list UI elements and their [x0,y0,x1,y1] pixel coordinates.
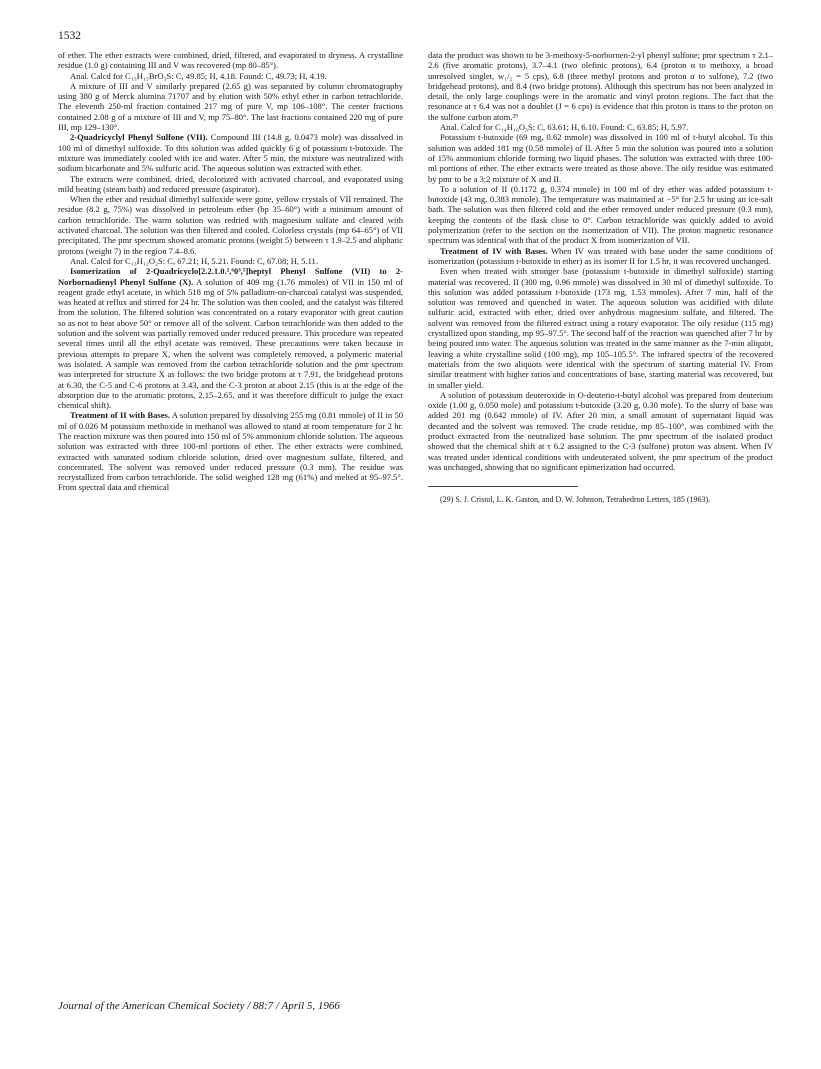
paragraph: When the ether and residual dimethyl sulfoxide were gone, yellow crystals of VII remained. The residue (8.2 g, 75%) was dissolved in petroleum ether (bp 35–60°) with a minimum amount of carbon tetrachloride. The warm solution was redried with magnesium sulfate and cleared with activated charcoal. The solution was then filtered and cooled. Colorless crystals (mp 64–65°) of VII precipitated. The pmr spectrum showed aromatic protons (weight 5) between τ 1.9–2.5 and aliphatic protons (weight 7) in the region 7.4–8.6. [58,194,403,256]
paragraph: Anal. Calcd for C₁₄H₁₆O₃S: C, 63.61; H, 6.10. Found: C, 63.85; H, 5.97. [440,122,689,133]
paragraph: Anal. Calcd for C₁₅H₁₅BrO₃S: C, 49.85; H, 4.18. Found: C, 49.73; H, 4.19. [70,70,327,81]
right-column [428,50,773,505]
paragraph: Treatment of II with Bases. A solution prepared by dissolving 255 mg (0.81 mmole) of II in 50 ml of 0.026 M potassium methoxide in methanol was allowed to stand at room temperature for 2 hr. The reaction mixture was then poured into 150 ml of 5% ammonium chloride solution. The aqueous solution was extracted with three 100-ml portions of ether. The ether extracts were combined, extracted with saturated sodium chloride solution, dried over magnesium sulfate, filtered, and concentrated. The solvent was removed under reduced pressure (0.3 mm). The residue was recrystallized from carbon tetrachloride. The solid weighed 128 mg (61%) and melted at 95–97.5°. From spectral data and chemical [58,410,403,493]
page-number: 1532 [58,30,81,42]
paragraph: data the product was shown to be 3-methoxy-5-norbornen-2-yl phenyl sulfone; pmr spectrum τ 2.1–2.6 (five aromatic protons), 3.7–4.1 (two olefinic protons), 6.4 (proton α to methoxy, a broad unresolved singlet, w₁/₂ = 5 cps), 6.8 (three methyl protons and proton α to sulfone), 7.2 (two bridgehead protons), and 8.4 (two bridge protons). Although this spectrum has not been analyzed in detail, the only large couplings were in the aromatic and vinyl proton regions. The fact that the resonance at τ 6.4 was not a doublet (J = 6 cps) is evidence that this proton is trans to the proton on the sulfone carbon atom.²⁹ [428,50,773,122]
paragraph: Anal. Calcd for C₁₃H₁₂O₂S: C, 67.21; H, 5.21. Found: C, 67.08; H, 5.11. [70,255,318,266]
paragraph: Even when treated with stronger base (potassium t-butoxide in dimethyl sulfoxide) starting material was recovered. II (300 mg, 0.96 mmole) was dissolved in 30 ml of dimethyl sulfoxide. To this solution was added potassium t-butoxide (173 mg, 1.53 mmoles). After 7 min, half of the solution was removed and quenched in water. The aqueous solution was acidified with dilute sulfuric acid, extracted with ether, dried over anhydrous magnesium sulfate, and filtered. The solvent was removed from the filtered extract using a rotary evaporator. The oily residue (115 mg) crystallized upon standing, mp 95–97.5°. The second half of the reaction was quenched after 7 hr by being poured into water. The aqueous solution was treated in the same manner as the 7-min aliquot, leaving a white crystalline solid (100 mg), mp 105–105.5°. The infrared spectra of the recovered materials from the two aliquots were identical with the spectrum of starting material IV. From similar treatment with higher ratios and concentrations of base, starting material was recovered, but in smaller yield. [428,266,773,390]
footnote-rule [428,486,578,487]
paragraph: Isomerization of 2-Quadricyclo[2.2.1.0.²,⁶0³,⁵]heptyl Phenyl Sulfone (VII) to 2-Norbornadienyl Phenyl Sulfone (X). A solution of 409 mg (1.76 mmoles) of VII in 150 ml of reagent grade ethyl acetate, in which 518 mg of 5% palladium-on-charcoal catalyst was suspended, was heated at reflux and stirred for 24 hr. The solution was then cooled, and the catalyst was filtered from the solution. The filtered solution was concentrated on a rotary evaporator with great caution so as not to heat above 50° or remove all of the solvent. Carbon tetrachloride was then added to the solution and the solvent was partially removed under reduced pressure. This procedure was repeated several times until all the ethyl acetate was removed. These precautions were taken because in previous attempts to prepare X, when the solvent was completely removed, a polymeric material was isolated. A sample was removed from the carbon tetrachloride solution and the pmr spectrum was interpreted for structure X as follows: the two bridge protons at τ 7.91, the bridgehead protons at 6.30, the C-5 and C-6 protons at 3.43, and the C-3 proton at about 2.15 (this is at the edge of the absorption due to the aromatic protons, 2.15–2.65, and it was therefore difficult to judge the exact chemical shift). [58,266,403,411]
paragraph: To a solution of II (0.1172 g, 0.374 mmole) in 100 ml of dry ether was added potassium t-butoxide (43 mg, 0.383 mmole). The temperature was maintained at −5° for 2.5 hr using an ice-salt bath. The solution was then filtered cold and the ether removed under reduced pressure (0.3 mm), keeping the contents of the flask close to 0°. Carbon tetrachloride was quickly added to avoid polymerization (refer to the section on the isomerization of VII). The proton magnetic resonance spectrum was identical with that of the product X from isomerization of VII. [428,183,773,246]
journal-footer: Journal of the American Chemical Society / 88:7 / April 5, 1966 [58,1000,340,1012]
paragraph: 2-Quadricyclyl Phenyl Sulfone (VII). Compound III (14.8 g, 0.0473 mole) was dissolved in 100 ml of dimethyl sulfoxide. To this solution was added quickly 6 g of potassium t-butoxide. The mixture was immediately cooled with ice and water. After 5 min, the mixture was neutralized with sodium bicarbonate and 5% sulfuric acid. The aqueous solution was extracted with ether. [58,132,403,174]
paragraph: Potassium t-butoxide (69 mg, 0.62 mmole) was dissolved in 100 ml of t-butyl alcohol. To this solution was added 181 mg (0.58 mmole) of II. After 5 min the solution was poured into a solution of 15% ammonium chloride forming two liquid phases. The solution was extracted with three 100-ml portions of ether. The ether extracts were treated as those above. The oily residue was estimated by pmr to be a 3:2 mixture of X and II. [428,132,773,184]
paragraph: The extracts were combined, dried, decolorized with activated charcoal, and evaporated using mild heating (steam bath) and reduced pressure (aspirator). [58,173,403,194]
paragraph: A solution of potassium deuteroxide in O-deuterio-t-butyl alcohol was prepared from deuterium oxide (1.00 g, 0.050 mole) and potassium t-butoxide (3.20 g, 0.30 mole). To the slurry of base was added 201 mg (0.642 mmole) of IV. After 20 min, a small amount of supernatant liquid was decanted and the solvent was removed. The crude residue, mp 85–100°, was combined with the product extracted from the neutralized base solution. The pmr spectrum of the isolated product showed that the chemical shift at τ 6.2 assigned to the C-3 (sulfone) proton was absent. When IV was treated under identical conditions with undeuterated solvent, the pmr spectrum of the product was unchanged, showing that no significant epimerization had occurred. [428,389,773,472]
left-column [58,50,403,493]
paragraph: of ether. The ether extracts were combined, dried, filtered, and evaporated to dryness. A crystalline residue (1.0 g) containing III and V was recovered (mp 80–85°). [58,50,403,71]
paragraph: Treatment of IV with Bases. When IV was treated with base under the same conditions of isomerization (potassium t-butoxide in ether) as its isomer II for 1.5 hr, it was recovered unchanged. [428,245,773,266]
paragraph: A mixture of III and V similarly prepared (2.65 g) was separated by column chromatography using 380 g of Merck alumina 71707 and by elution with 50% ethyl ether in carbon tetrachloride. The eleventh 250-ml fraction contained 217 mg of pure V, mp 106–108°. The center fractions contained 2.08 g of a mixture of III and V, mp 75–80°. The last fractions contained 220 mg of pure III, mp 129–130°. [58,80,403,133]
footnote: (29) S. J. Cristol, L. K. Gaston, and D. W. Johnson, Tetrahedron Letters, 185 (1963). [440,495,711,505]
